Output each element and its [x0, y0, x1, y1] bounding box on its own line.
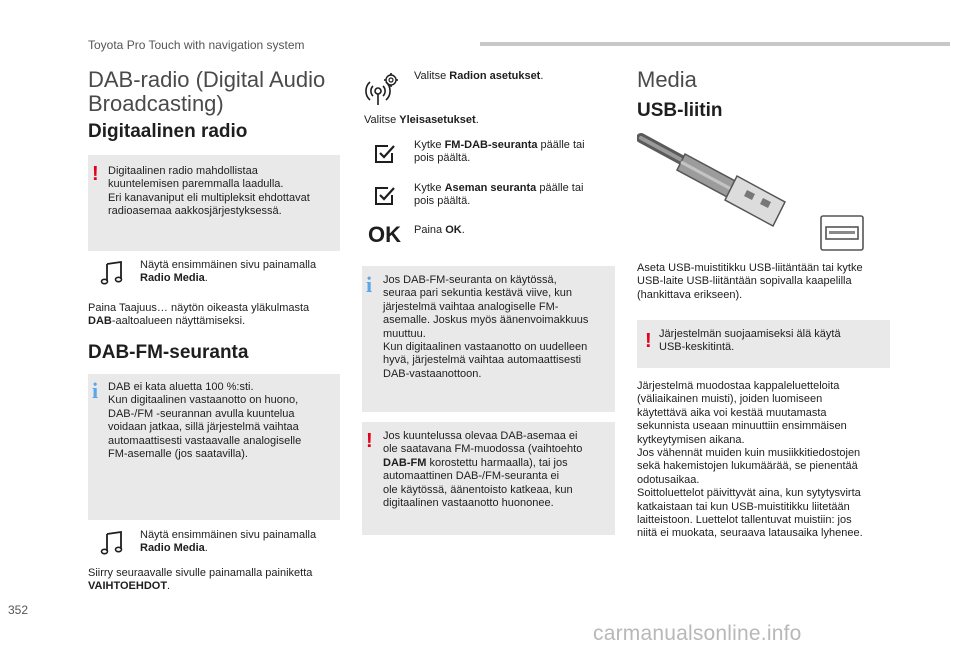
- text-line: automaattisesti vastaavalle analogiselle: [108, 434, 302, 447]
- text-span: Kytke: [414, 139, 445, 151]
- radio-media-label: Radio Media: [140, 542, 205, 555]
- text-line: Järjestelmä muodostaa kappaleluetteloita: [637, 380, 840, 392]
- text-line: Aseta USB-muistitikku USB-liitäntään tai kytke: [637, 262, 863, 274]
- step-select-general-settings: [364, 114, 479, 127]
- text-line: katkaistaan tai kun USB-muistitikku liitetään: [637, 500, 850, 513]
- text-line: sekunnista useaan minuuttiin ensimmäisen: [637, 420, 847, 433]
- paragraph-options: [88, 567, 348, 594]
- punct: .: [540, 70, 544, 82]
- text-line: Siirry seuraavalle sivulle painamalla painiketta: [88, 567, 313, 579]
- heading-usb: USB-liitin: [637, 100, 723, 121]
- warning-icon: !: [92, 163, 99, 185]
- checkbox-icon: [372, 184, 396, 208]
- text-span: päälle tai: [536, 182, 584, 194]
- text-line: [414, 182, 614, 195]
- text-line: (väliaikainen muisti), joiden luomiseen: [637, 393, 823, 406]
- heading-dab-fm: DAB-FM-seuranta: [88, 342, 249, 363]
- text-line: FM-asemalle (jos saatavilla).: [108, 448, 248, 461]
- options-label: VAIHTOEHDOT: [88, 580, 168, 593]
- text-line: digitaalinen vastaanotto huononee.: [383, 497, 554, 510]
- fm-dab-label: FM-DAB-seuranta: [444, 139, 538, 151]
- text-line: [88, 580, 348, 593]
- text-line: voidaan jatkaa, sillä järjestelmä vaihtaa: [108, 421, 299, 434]
- radio-media-label: Radio Media: [140, 272, 205, 285]
- music-note-icon: [100, 260, 124, 286]
- info-text: [383, 274, 613, 381]
- text-line: Soittoluettelot päivittyvät aina, kun sytytysvirta: [637, 487, 861, 500]
- paragraph-playlists: [637, 380, 902, 541]
- text-line: asemalle. Joskus myös äänenvoimakkuus: [383, 314, 589, 327]
- info-box: [88, 374, 340, 520]
- ok-icon: OK: [368, 222, 401, 247]
- text-line: radioasemaa aakkosjärjestyksessä.: [108, 205, 282, 218]
- text-line: [414, 139, 614, 152]
- text-line: [383, 457, 613, 470]
- punct: .: [475, 114, 479, 126]
- text-line: [140, 272, 345, 285]
- text-line: niitä ei muokata, seuraava latausaika lyhenee.: [637, 527, 863, 540]
- warning-text: [383, 430, 613, 510]
- step-open-radio-media: [140, 259, 345, 286]
- warning-box: [637, 320, 890, 368]
- text-line: Näytä ensimmäinen sivu painamalla: [140, 529, 317, 541]
- dab-label: DAB: [88, 315, 112, 328]
- punct: .: [204, 272, 208, 285]
- text-line: DAB-/FM -seurannan avulla kuuntelua: [108, 407, 295, 420]
- text-line: Näytä ensimmäinen sivu painamalla: [140, 259, 317, 271]
- text-line: [88, 315, 348, 328]
- text-line: ole käytössä, äänentoisto katkeaa, kun: [383, 483, 573, 496]
- warning-icon: !: [366, 430, 373, 452]
- text-line: [140, 542, 345, 555]
- text-span: -aaltoalueen näyttämiseksi.: [111, 315, 246, 328]
- step-open-radio-media: [140, 529, 345, 556]
- step-select-radio-settings: [414, 70, 543, 83]
- text-line: sekä hakemistojen lukumäärää, se pienentää: [637, 460, 858, 473]
- text-line: Kun digitaalinen vastaanotto on uudelleen: [383, 341, 588, 354]
- text-line: järjestelmä vaihtaa analogiselle FM-: [383, 300, 559, 313]
- text-line: Kun digitaalinen vastaanotto on huono,: [108, 394, 299, 407]
- title-line: Broadcasting): [88, 91, 224, 116]
- text-span: päälle tai: [537, 139, 585, 151]
- page-number: 352: [8, 603, 29, 617]
- warning-icon: !: [645, 330, 652, 352]
- text-line: pois päältä.: [414, 195, 471, 208]
- text-line: pois päältä.: [414, 152, 471, 165]
- section-title-media: Media: [637, 67, 697, 92]
- warning-box: [88, 155, 340, 251]
- text-line: laitteistoon. Luettelot tallentuvat muistiin: jos: [637, 514, 852, 527]
- heading-digital-radio: Digitaalinen radio: [88, 121, 248, 142]
- text-line: DAB-vastaanottoon.: [383, 367, 482, 380]
- text-line: Järjestelmän suojaamiseksi älä käytä: [659, 328, 841, 340]
- info-box: [362, 266, 615, 412]
- text-line: muuttuu.: [383, 327, 426, 340]
- text-line: Jos kuuntelussa olevaa DAB-asemaa ei: [383, 430, 578, 442]
- step-toggle-fm-dab: [414, 139, 614, 166]
- text-line: (hankittava erikseen).: [637, 288, 743, 301]
- text-line: odotusaikaa.: [637, 473, 700, 486]
- text-line: Paina Taajuus… näytön oikeasta yläkulmasta: [88, 302, 310, 314]
- info-icon: i: [366, 272, 373, 297]
- header-rule: [480, 42, 950, 46]
- station-follow-label: Aseman seuranta: [444, 182, 537, 194]
- general-settings-label: Yleisasetukset: [399, 114, 476, 126]
- music-note-icon: [100, 530, 124, 556]
- text-line: USB-laite USB-liitäntään sopivalla kaapelilla: [637, 275, 852, 288]
- running-header: Toyota Pro Touch with navigation system: [88, 38, 305, 52]
- ok-label: OK: [445, 224, 462, 236]
- warning-text: [659, 328, 884, 355]
- text-line: Digitaalinen radio mahdollistaa: [108, 165, 258, 177]
- radio-settings-label: Radion asetukset: [449, 70, 541, 82]
- title-line: DAB-radio (Digital Audio: [88, 67, 326, 92]
- checkbox-icon: [372, 142, 396, 166]
- text-line: Jos vähennät muiden kuin musiikkitiedostojen: [637, 447, 861, 460]
- text-line: USB-keskitintä.: [659, 341, 735, 354]
- paragraph-frequency: [88, 302, 348, 329]
- text-line: automaattinen DAB-/FM-seuranta ei: [383, 470, 560, 483]
- text-line: DAB ei kata aluetta 100 %:sti.: [108, 381, 254, 393]
- text-span: Valitse: [364, 114, 400, 126]
- info-text: [108, 381, 338, 461]
- step-toggle-station-follow: [414, 182, 614, 209]
- paragraph-usb-insert: [637, 262, 897, 302]
- punct: .: [204, 542, 208, 555]
- text-span: Paina: [414, 224, 446, 236]
- info-icon: i: [92, 378, 99, 403]
- text-line: Jos DAB-FM-seuranta on käytössä,: [383, 274, 557, 286]
- punct: .: [461, 224, 465, 236]
- warning-box: [362, 422, 615, 535]
- warning-text: [108, 165, 338, 219]
- section-title-dab: [88, 68, 348, 116]
- dab-fm-label: DAB-FM: [383, 456, 427, 469]
- punct: .: [167, 580, 171, 593]
- text-span: korostettu harmaalla), tai jos: [426, 456, 568, 469]
- radio-settings-icon: [364, 71, 400, 107]
- watermark: carmanualsonline.info: [593, 622, 802, 645]
- text-line: seuraa pari sekuntia kestävä viive, kun: [383, 287, 572, 300]
- text-line: Eri kanavaniput eli multipleksit ehdottavat: [108, 191, 310, 204]
- usb-port-icon: [820, 215, 864, 251]
- text-span: Valitse: [414, 70, 450, 82]
- text-line: käytettävä aika voi kestää muutamasta: [637, 406, 827, 419]
- text-line: kuuntelemisen paremmalla laadulla.: [108, 178, 284, 191]
- text-span: Kytke: [414, 182, 445, 194]
- text-line: hyvä, järjestelmä vaihtaa automaattisesti: [383, 354, 582, 367]
- text-line: kytkeytymisen aikana.: [637, 433, 745, 446]
- text-line: ole saatavana FM-muodossa (vaihtoehto: [383, 443, 583, 456]
- step-press-ok: [414, 224, 465, 237]
